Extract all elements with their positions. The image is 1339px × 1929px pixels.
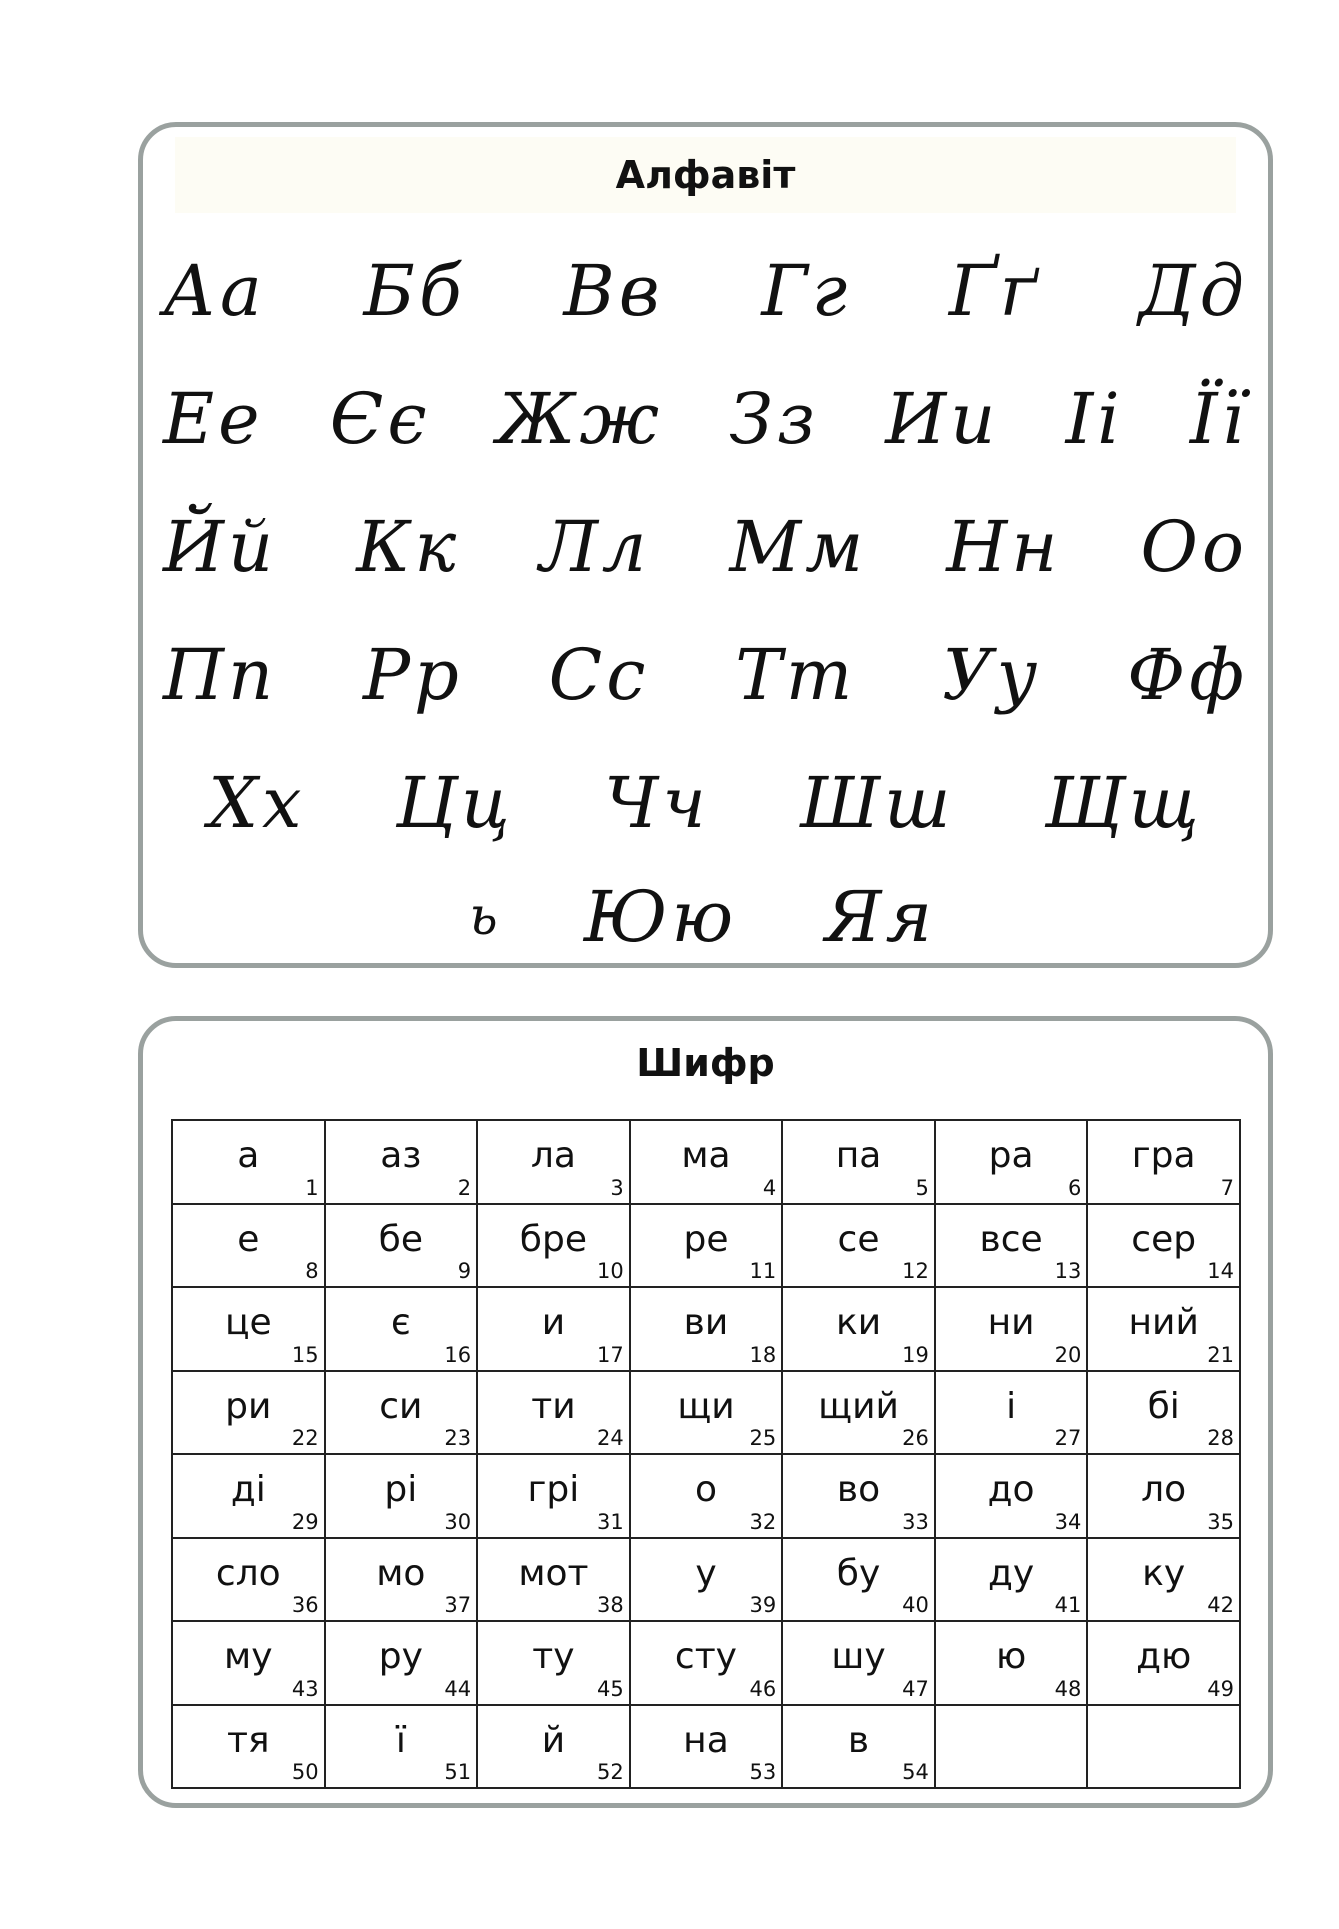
alphabet-row — [163, 227, 1248, 355]
cipher-cell — [477, 1621, 630, 1705]
alphabet-letter-pair: Гг — [761, 250, 852, 332]
cipher-syllable: шу — [831, 1636, 886, 1677]
cipher-syllable: се — [837, 1218, 880, 1260]
cipher-number: 23 — [444, 1426, 472, 1450]
cipher-cell — [172, 1204, 325, 1288]
cipher-number: 12 — [902, 1259, 929, 1283]
cipher-number: 26 — [902, 1426, 929, 1450]
cipher-syllable: му — [224, 1636, 273, 1677]
alphabet-letter-pair: Пп — [163, 634, 278, 716]
cipher-syllable: дю — [1136, 1636, 1192, 1677]
cipher-syllable: гра — [1131, 1135, 1196, 1176]
cipher-number: 6 — [1068, 1175, 1082, 1200]
alphabet-row — [163, 355, 1248, 483]
cipher-number: 7 — [1220, 1175, 1234, 1200]
cipher-cell — [477, 1120, 630, 1204]
cipher-syllable: у — [695, 1552, 717, 1594]
cipher-number: 1 — [305, 1175, 319, 1200]
cipher-cell — [325, 1621, 478, 1705]
cipher-cell — [172, 1371, 325, 1455]
alphabet-letter-pair: Хх — [208, 762, 306, 844]
cipher-number: 40 — [902, 1593, 929, 1617]
cipher-cell — [325, 1538, 478, 1622]
alphabet-letter-pair: Жж — [496, 378, 663, 460]
cipher-cell — [1087, 1621, 1240, 1705]
cipher-number: 46 — [749, 1676, 777, 1701]
cipher-number: 8 — [305, 1259, 319, 1283]
alphabet-panel — [138, 122, 1273, 968]
cipher-number: 50 — [291, 1760, 319, 1784]
cipher-number: 51 — [444, 1760, 472, 1784]
cipher-cell — [325, 1120, 478, 1204]
cipher-number: 22 — [291, 1426, 319, 1450]
cipher-syllable: бі — [1147, 1385, 1180, 1427]
cipher-number: 32 — [749, 1509, 777, 1534]
cipher-cell — [172, 1705, 325, 1789]
cipher-number: 52 — [596, 1760, 624, 1784]
cipher-syllable: все — [979, 1218, 1043, 1260]
cipher-cell — [1087, 1454, 1240, 1538]
cipher-cell — [630, 1538, 783, 1622]
cipher-cell — [325, 1371, 478, 1455]
cipher-cell — [935, 1454, 1088, 1538]
cipher-cell — [630, 1621, 783, 1705]
alphabet-letter-pair: Єє — [329, 378, 431, 460]
cipher-cell — [935, 1705, 1088, 1789]
cipher-cell — [172, 1120, 325, 1204]
cipher-number: 43 — [291, 1676, 319, 1701]
cipher-number: 54 — [902, 1760, 929, 1784]
cipher-cell — [630, 1705, 783, 1789]
cipher-syllable: в — [847, 1719, 870, 1761]
cipher-syllable: ру — [378, 1636, 423, 1677]
cipher-number: 37 — [444, 1593, 472, 1617]
alphabet-last-row — [163, 867, 1248, 967]
cipher-syllable: а — [237, 1135, 260, 1176]
alphabet-letter-pair: Сс — [548, 634, 650, 716]
alphabet-letter-pair: Ии — [885, 378, 1000, 460]
cipher-syllable: тя — [226, 1719, 270, 1761]
alphabet-letter-pair: Мм — [729, 506, 868, 588]
alphabet-script-grid — [163, 227, 1248, 867]
cipher-cell — [172, 1454, 325, 1538]
cipher-syllable: ни — [987, 1302, 1035, 1343]
cipher-number: 31 — [596, 1509, 624, 1534]
cipher-syllable: є — [390, 1302, 411, 1343]
cipher-syllable: ри — [225, 1385, 272, 1427]
cipher-cell — [477, 1705, 630, 1789]
alphabet-letter-pair: Кк — [356, 506, 461, 588]
cipher-cell — [935, 1204, 1088, 1288]
cipher-cell — [325, 1204, 478, 1288]
cipher-cell — [172, 1287, 325, 1371]
cipher-cell — [325, 1705, 478, 1789]
cipher-row — [172, 1705, 1240, 1789]
alphabet-letter-pair: Яя — [825, 876, 936, 958]
cipher-syllable: ло — [1141, 1469, 1187, 1510]
cipher-cell — [935, 1120, 1088, 1204]
alphabet-letter-pair: Ее — [163, 378, 264, 460]
cipher-number: 5 — [915, 1175, 929, 1200]
cipher-cell — [630, 1204, 783, 1288]
cipher-row — [172, 1621, 1240, 1705]
alphabet-letter-pair: Цц — [395, 762, 514, 844]
alphabet-letter-pair: Ґґ — [948, 250, 1041, 332]
cipher-number: 39 — [749, 1593, 777, 1617]
cipher-row — [172, 1538, 1240, 1622]
cipher-cell — [935, 1287, 1088, 1371]
alphabet-letter-pair: Оо — [1140, 506, 1248, 588]
cipher-row — [172, 1371, 1240, 1455]
cipher-number: 30 — [444, 1509, 472, 1534]
cipher-syllable: ти — [531, 1385, 576, 1427]
cipher-cell — [477, 1204, 630, 1288]
cipher-cell — [782, 1538, 935, 1622]
cipher-cell — [782, 1621, 935, 1705]
cipher-syllable: на — [683, 1719, 729, 1761]
cipher-number: 11 — [749, 1259, 777, 1283]
cipher-cell — [782, 1287, 935, 1371]
cipher-syllable: мот — [518, 1552, 589, 1594]
alphabet-letter-pair: Йй — [163, 506, 278, 588]
cipher-number: 3 — [610, 1175, 624, 1200]
cipher-syllable: й — [541, 1719, 566, 1761]
cipher-syllable: бу — [836, 1552, 881, 1594]
alphabet-letter-pair: Щщ — [1044, 762, 1203, 844]
cipher-row — [172, 1287, 1240, 1371]
cipher-cell — [782, 1371, 935, 1455]
cipher-number: 20 — [1054, 1342, 1082, 1367]
cipher-syllable: і — [1006, 1385, 1017, 1427]
cipher-syllable: е — [237, 1218, 260, 1260]
cipher-number: 45 — [596, 1676, 624, 1701]
alphabet-title: Алфавіт — [615, 153, 796, 197]
cipher-syllable: ї — [395, 1719, 406, 1761]
cipher-cell — [782, 1120, 935, 1204]
cipher-syllable: мо — [376, 1552, 426, 1594]
cipher-number: 44 — [444, 1676, 472, 1701]
cipher-syllable: сло — [215, 1552, 281, 1594]
cipher-number: 21 — [1207, 1342, 1234, 1367]
cipher-cell — [630, 1454, 783, 1538]
cipher-syllable: ді — [230, 1469, 266, 1510]
cipher-number: 41 — [1054, 1593, 1082, 1617]
cipher-syllable: ла — [530, 1135, 576, 1176]
alphabet-letter-pair: Бб — [363, 250, 466, 332]
cipher-number: 9 — [457, 1259, 472, 1283]
cipher-panel — [138, 1016, 1273, 1808]
alphabet-letter-pair: Фф — [1127, 634, 1248, 716]
cipher-number: 36 — [291, 1593, 319, 1617]
alphabet-letter-pair: Уу — [942, 634, 1042, 716]
alphabet-letter-pair: ь — [469, 887, 502, 947]
cipher-number: 34 — [1054, 1509, 1082, 1534]
cipher-number: 4 — [762, 1175, 777, 1200]
cipher-syllable: грі — [527, 1469, 580, 1510]
cipher-syllable: си — [379, 1385, 423, 1427]
cipher-cell — [630, 1287, 783, 1371]
alphabet-row — [163, 739, 1248, 867]
cipher-row — [172, 1120, 1240, 1204]
cipher-syllable: бре — [519, 1218, 587, 1260]
cipher-syllable: о — [694, 1469, 717, 1510]
cipher-syllable: ку — [1142, 1552, 1186, 1594]
cipher-number: 19 — [902, 1342, 929, 1367]
cipher-number: 47 — [902, 1676, 929, 1701]
cipher-number: 17 — [596, 1342, 624, 1367]
cipher-cell — [1087, 1371, 1240, 1455]
alphabet-letter-pair: Чч — [604, 762, 710, 844]
alphabet-row — [163, 611, 1248, 739]
cipher-cell — [1087, 1287, 1240, 1371]
cipher-cell — [630, 1371, 783, 1455]
cipher-syllable: бе — [378, 1218, 424, 1260]
alphabet-letter-pair: Дд — [1138, 250, 1248, 332]
cipher-number: 53 — [749, 1760, 777, 1784]
cipher-number: 13 — [1054, 1259, 1082, 1283]
cipher-cell — [1087, 1705, 1240, 1789]
cipher-cell — [477, 1538, 630, 1622]
alphabet-letter-pair: Шш — [800, 762, 955, 844]
cipher-syllable: ре — [683, 1218, 729, 1260]
cipher-syllable: щи — [677, 1385, 735, 1427]
cipher-number: 33 — [902, 1509, 929, 1534]
alphabet-letter-pair: Нн — [946, 506, 1062, 588]
cipher-number: 42 — [1207, 1593, 1234, 1617]
cipher-row — [172, 1454, 1240, 1538]
alphabet-letter-pair: Юю — [583, 876, 738, 958]
cipher-number: 35 — [1207, 1509, 1234, 1534]
cipher-syllable: до — [987, 1469, 1035, 1510]
alphabet-letter-pair: Іі — [1065, 378, 1124, 460]
cipher-number: 38 — [596, 1593, 624, 1617]
cipher-syllable: аз — [380, 1135, 422, 1176]
cipher-cell — [782, 1454, 935, 1538]
cipher-syllable: ду — [987, 1552, 1035, 1594]
alphabet-letter-pair: Рр — [362, 634, 463, 716]
cipher-number: 24 — [596, 1426, 624, 1450]
alphabet-letter-pair: Зз — [729, 378, 820, 460]
alphabet-letter-pair: Її — [1189, 378, 1248, 460]
cipher-cell — [630, 1120, 783, 1204]
cipher-number: 14 — [1207, 1259, 1234, 1283]
cipher-number: 10 — [596, 1259, 624, 1283]
cipher-syllable: ра — [988, 1135, 1034, 1176]
cipher-syllable: ви — [683, 1302, 729, 1343]
cipher-cell — [172, 1621, 325, 1705]
cipher-cell — [477, 1371, 630, 1455]
cipher-syllable: це — [224, 1302, 272, 1343]
cipher-row — [172, 1204, 1240, 1288]
cipher-syllable: щий — [818, 1385, 899, 1427]
cipher-syllable: ю — [995, 1636, 1027, 1677]
cipher-cell — [935, 1621, 1088, 1705]
cipher-syllable: рі — [384, 1469, 418, 1510]
cipher-number: 29 — [291, 1509, 319, 1534]
cipher-cell — [1087, 1204, 1240, 1288]
cipher-cell — [935, 1371, 1088, 1455]
cipher-number: 27 — [1054, 1426, 1082, 1450]
cipher-cell — [477, 1454, 630, 1538]
cipher-table — [171, 1119, 1241, 1789]
cipher-cell — [1087, 1120, 1240, 1204]
cipher-cell — [477, 1287, 630, 1371]
cipher-cell — [325, 1287, 478, 1371]
cipher-cell — [325, 1454, 478, 1538]
alphabet-title-band — [175, 137, 1236, 213]
cipher-number: 16 — [444, 1342, 472, 1367]
cipher-number: 28 — [1207, 1426, 1234, 1450]
alphabet-letter-pair: Аа — [163, 250, 266, 332]
cipher-number: 48 — [1054, 1676, 1082, 1701]
cipher-cell — [782, 1204, 935, 1288]
cipher-syllable: сту — [674, 1636, 737, 1677]
cipher-syllable: во — [836, 1469, 881, 1510]
alphabet-letter-pair: Вв — [563, 250, 664, 332]
cipher-syllable: ту — [532, 1636, 575, 1677]
alphabet-row — [163, 483, 1248, 611]
cipher-number: 18 — [749, 1342, 777, 1367]
alphabet-letter-pair: Лл — [539, 506, 651, 588]
cipher-cell — [172, 1538, 325, 1622]
cipher-syllable: па — [835, 1135, 882, 1176]
cipher-number: 25 — [749, 1426, 777, 1450]
cipher-cell — [935, 1538, 1088, 1622]
cipher-syllable: и — [541, 1302, 566, 1343]
cipher-syllable: сер — [1131, 1218, 1197, 1260]
cipher-number: 2 — [457, 1175, 472, 1200]
cipher-cell — [782, 1705, 935, 1789]
cipher-number: 15 — [291, 1342, 319, 1367]
cipher-cell — [1087, 1538, 1240, 1622]
alphabet-letter-pair: Тт — [735, 634, 857, 716]
cipher-syllable: ки — [835, 1302, 882, 1343]
cipher-syllable: ма — [681, 1135, 731, 1176]
cipher-syllable: ний — [1128, 1302, 1199, 1343]
cipher-title: Шифр — [636, 1041, 775, 1085]
cipher-number: 49 — [1207, 1676, 1234, 1701]
